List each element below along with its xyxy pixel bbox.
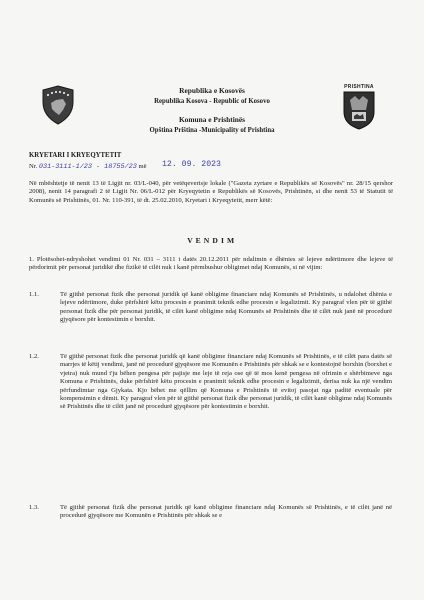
seal-label: PRISHTINA	[344, 84, 374, 90]
date-label: më	[138, 163, 147, 170]
number-prefix: Nr.	[29, 163, 38, 170]
point-1-3-paragraph: Të gjithë personat fizik dhe personat juridik që kanë obligime financiare ndaj Komunës së Prishtinës, e të cilët janë në procedurë gjyqësore me Komunën e Prishtinës për shkak se e	[60, 504, 392, 520]
header-line-municipality-languages: Opština Priština -Municipality of Prishtina	[149, 127, 275, 134]
point-1-1-number: 1.1.	[29, 291, 39, 298]
decision-title: V E N D I M	[187, 236, 235, 245]
kosovo-coat-of-arms-icon	[38, 85, 78, 125]
point-1-2-paragraph: Të gjithë personat fizik dhe personat juridik që kanë obligime financiare ndaj Komunës së Prishtinës, e të cilët para datës së marrjes të këtij vendimi, janë në procedurë gjyqësore me Komunën e Prishtinës për shkak se e kontestojnë borxhin (borxhet e vjetra) nuk mund t'ju bëhen pengesa për pajisje me leje të reja ose që të mos kenë pengesa në ofrimin e shërbimeve nga Komuna e Prishtinës, duke përfshirë këtu procesin e pranimit teknik edhe procesin e legalizimit, derisa nuk ka një vendim përfundimtar nga Gjykata. Kjo bëhet me qëllim që Komuna e Prishtinës të evitoj pasojat nga paditë eventuale për kompensimin e dëmit. Ky paragraf vlen për të gjithë personat fizik dhe personat juridik, të cilët kanë obligime ndaj Komunës së Prishtinës dhe të cilët janë në procedurë gjyqësore për kontestimin e borxhit.	[60, 353, 392, 411]
reference-number-line	[29, 163, 161, 174]
point-1-3-number: 1.3.	[29, 504, 39, 511]
preamble-paragraph: Në mbështetje të nenit 13 të Ligjit nr. 03/L-040, për vetëqeverisje lokale ("Gazeta zyrtare e Republikës së Kosovës" nr. 28/15 qershor 2008), nenit 14 paragrafi 2 të Ligjit Nr. 06/L-012 për Kryeqytetin e Republikës së Kosovës, Prishtinën, si dhe nenit 53 të Statutit të Komunës së Prishtinës, 01. Nr. 110-391, të dt. 25.02.2010, Kryetari i Kryeqytetit, merr këtë:	[29, 180, 393, 204]
date-stamp: 12. 09. 2023	[162, 160, 221, 169]
header-line-municipality: Komuna e Prishtinës	[178, 115, 246, 124]
point-1-2-number: 1.2.	[29, 353, 39, 360]
point-1-1-paragraph: Të gjithë personat fizik dhe personat juridik që kanë obligime financiare ndaj Komunës së Prishtinës, u ndalohet dhënia e lejeve ndërtimore, duke përfshirë këtu procesin e pranimit teknik edhe procesin e legalizimit. Ky paragraf vlen për të gjithë personat fizik dhe për personat juridik, të cilët kanë obligime ndaj Komunës së Prishtinës dhe të cilët nuk janë në procedurë gjyqësore për kontestimin e borxhit.	[60, 291, 392, 324]
handwritten-reference-number: 031-3111-1/23 - 18755/23	[38, 163, 137, 171]
point-1-paragraph: 1. Plotësohet-ndryshohet vendimi 01 Nr. 031 – 3111 i datës 20.12.2011 për ndalimin e dhënies së lejeve ndërtimore dhe lejeve të përdorimit për personat juridikë dhe fizikë të cilët nuk i kanë përmbushur obligimet ndaj Komunës, si në vijim:	[29, 256, 393, 272]
prishtina-municipal-seal-icon	[341, 90, 377, 130]
header-line-country-languages: Republika Kosova - Republic of Kosovo	[154, 98, 270, 105]
issuer-name: KRYETARI I KRYEQYTETIT	[29, 152, 122, 159]
header-line-country: Republika e Kosovës	[179, 86, 245, 95]
